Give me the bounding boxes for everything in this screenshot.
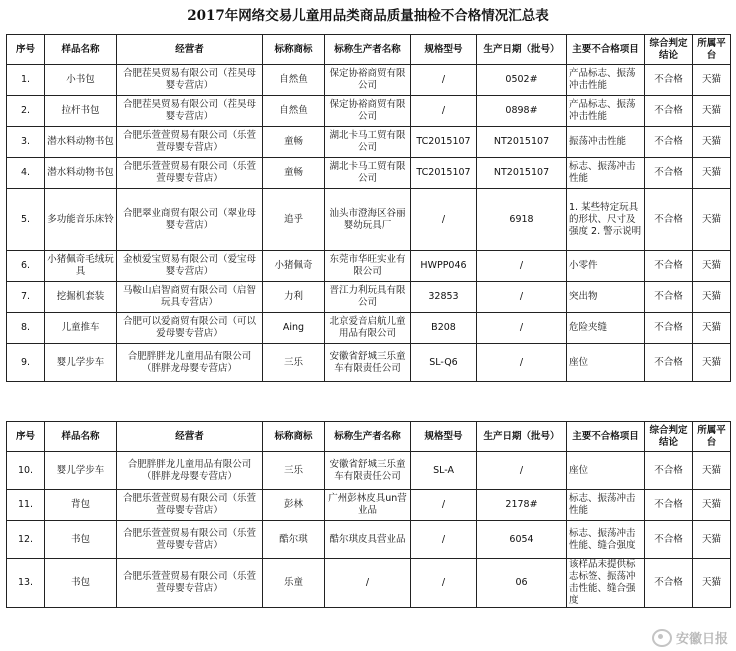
cell-date: 0898# — [477, 96, 567, 127]
table-header-row — [7, 35, 731, 65]
cell-defect: 座位 — [567, 452, 645, 490]
cell-no: 11. — [7, 490, 45, 521]
cell-date: 0502# — [477, 65, 567, 96]
cell-date: 06 — [477, 559, 567, 608]
cell-no: 3. — [7, 127, 45, 158]
cell-date: / — [477, 452, 567, 490]
cell-maker: 保定协裕商贸有限公司 — [325, 96, 411, 127]
cell-defect: 标志、振荡冲击性能 — [567, 158, 645, 189]
watermark — [652, 628, 728, 647]
cell-platform: 天猫 — [693, 189, 731, 251]
cell-defect: 座位 — [567, 344, 645, 382]
cell-date: NT2015107 — [477, 158, 567, 189]
cell-defect: 突出物 — [567, 282, 645, 313]
cell-seller: 合肥胖胖龙儿童用品有限公司（胖胖龙母婴专营店） — [117, 344, 263, 382]
cell-date: 2178# — [477, 490, 567, 521]
cell-seller: 合肥乐萱萱贸易有限公司（乐萱萱母婴专营店） — [117, 158, 263, 189]
cell-date: 6054 — [477, 521, 567, 559]
cell-seller: 金桢爱宝贸易有限公司（爱宝母婴专营店） — [117, 251, 263, 282]
cell-brand: 三乐 — [263, 344, 325, 382]
header-cell: 综合判定结论 — [645, 422, 693, 452]
header-cell: 主要不合格项目 — [567, 422, 645, 452]
cell-defect: 小零件 — [567, 251, 645, 282]
header-cell: 标称商标 — [263, 422, 325, 452]
cell-maker: 汕头市澄海区谷丽婴幼玩具厂 — [325, 189, 411, 251]
header-cell: 生产日期（批号） — [477, 422, 567, 452]
table-row — [7, 452, 731, 490]
cell-brand: 力利 — [263, 282, 325, 313]
cell-verdict: 不合格 — [645, 158, 693, 189]
table-row — [7, 189, 731, 251]
cell-verdict: 不合格 — [645, 96, 693, 127]
cell-maker: / — [325, 559, 411, 608]
cell-no: 1. — [7, 65, 45, 96]
cell-verdict: 不合格 — [645, 344, 693, 382]
cell-name: 潜水料动物书包 — [45, 158, 117, 189]
cell-defect: 危险夹缝 — [567, 313, 645, 344]
cell-name: 多功能音乐床铃 — [45, 189, 117, 251]
watermark-text: 安徽日报 — [675, 632, 728, 647]
table-row — [7, 65, 731, 96]
page-title: 2017年网络交易儿童用品类商品质量抽检不合格情况汇总表 — [187, 8, 549, 24]
cell-brand: 酷尔琪 — [263, 521, 325, 559]
cell-defect: 产品标志、振荡冲击性能 — [567, 65, 645, 96]
cell-name: 小书包 — [45, 65, 117, 96]
table-row — [7, 127, 731, 158]
header-cell: 经营者 — [117, 35, 263, 65]
header-cell: 规格型号 — [411, 35, 477, 65]
header-cell: 序号 — [7, 35, 45, 65]
table-row — [7, 559, 731, 608]
cell-no: 5. — [7, 189, 45, 251]
cell-platform: 天猫 — [693, 251, 731, 282]
cell-verdict: 不合格 — [645, 521, 693, 559]
cell-verdict: 不合格 — [645, 490, 693, 521]
cell-verdict: 不合格 — [645, 127, 693, 158]
cell-spec: / — [411, 490, 477, 521]
cell-platform: 天猫 — [693, 559, 731, 608]
cell-spec: B208 — [411, 313, 477, 344]
cell-seller: 合肥茬昊贸易有限公司（茬昊母婴专营店） — [117, 96, 263, 127]
cell-maker: 酷尔琪皮具营业品 — [325, 521, 411, 559]
cell-verdict: 不合格 — [645, 189, 693, 251]
weibo-icon — [652, 629, 672, 647]
header-cell: 标称生产者名称 — [325, 422, 411, 452]
cell-no: 10. — [7, 452, 45, 490]
cell-defect: 标志、振荡冲击性能、缝合强度 — [567, 521, 645, 559]
cell-seller: 合肥乐萱萱贸易有限公司（乐萱萱母婴专营店） — [117, 490, 263, 521]
table-part-1 — [6, 34, 731, 382]
cell-seller: 合肥乐萱萱贸易有限公司（乐萱萱母婴专营店） — [117, 127, 263, 158]
header-cell: 序号 — [7, 422, 45, 452]
table-row — [7, 313, 731, 344]
table-row — [7, 158, 731, 189]
cell-seller: 合肥可以爱商贸有限公司（可以爱母婴专营店） — [117, 313, 263, 344]
cell-platform: 天猫 — [693, 521, 731, 559]
cell-spec: SL-A — [411, 452, 477, 490]
cell-seller: 合肥胖胖龙儿童用品有限公司（胖胖龙母婴专营店） — [117, 452, 263, 490]
header-cell: 所属平台 — [693, 35, 731, 65]
cell-name: 书包 — [45, 559, 117, 608]
cell-brand: 三乐 — [263, 452, 325, 490]
cell-brand: 童畅 — [263, 127, 325, 158]
cell-spec: / — [411, 559, 477, 608]
header-cell: 综合判定结论 — [645, 35, 693, 65]
header-cell: 规格型号 — [411, 422, 477, 452]
cell-no: 8. — [7, 313, 45, 344]
cell-platform: 天猫 — [693, 452, 731, 490]
cell-spec: / — [411, 96, 477, 127]
cell-maker: 安徽省舒城三乐童车有限责任公司 — [325, 452, 411, 490]
cell-spec: / — [411, 189, 477, 251]
cell-no: 9. — [7, 344, 45, 382]
table-part-2 — [6, 421, 731, 608]
table-row — [7, 344, 731, 382]
cell-verdict: 不合格 — [645, 559, 693, 608]
cell-spec: / — [411, 65, 477, 96]
cell-platform: 天猫 — [693, 158, 731, 189]
header-cell: 标称生产者名称 — [325, 35, 411, 65]
cell-date: / — [477, 344, 567, 382]
cell-maker: 广州彭林皮具un营业品 — [325, 490, 411, 521]
cell-defect: 产品标志、振荡冲击性能 — [567, 96, 645, 127]
cell-platform: 天猫 — [693, 490, 731, 521]
cell-maker: 北京爱音启航儿童用品有限公司 — [325, 313, 411, 344]
cell-date: / — [477, 251, 567, 282]
cell-maker: 保定协裕商贸有限公司 — [325, 65, 411, 96]
cell-no: 6. — [7, 251, 45, 282]
cell-brand: 自然鱼 — [263, 96, 325, 127]
cell-date: NT2015107 — [477, 127, 567, 158]
cell-platform: 天猫 — [693, 127, 731, 158]
cell-name: 书包 — [45, 521, 117, 559]
cell-brand: 乐童 — [263, 559, 325, 608]
table-gap — [0, 410, 736, 420]
cell-name: 婴儿学步车 — [45, 344, 117, 382]
cell-maker: 湖北卡马工贸有限公司 — [325, 158, 411, 189]
cell-verdict: 不合格 — [645, 452, 693, 490]
cell-name: 小猪佩奇毛绒玩具 — [45, 251, 117, 282]
cell-spec: TC2015107 — [411, 127, 477, 158]
cell-verdict: 不合格 — [645, 313, 693, 344]
cell-maker: 晋江力利玩具有限公司 — [325, 282, 411, 313]
cell-platform: 天猫 — [693, 282, 731, 313]
cell-maker: 东莞市华旺实业有限公司 — [325, 251, 411, 282]
cell-name: 拉杆书包 — [45, 96, 117, 127]
cell-seller: 合肥翠业商贸有限公司（翠业母婴专营店） — [117, 189, 263, 251]
cell-verdict: 不合格 — [645, 282, 693, 313]
table-header-row — [7, 422, 731, 452]
cell-brand: 彭林 — [263, 490, 325, 521]
cell-spec: / — [411, 521, 477, 559]
cell-no: 13. — [7, 559, 45, 608]
header-cell: 生产日期（批号） — [477, 35, 567, 65]
table-row — [7, 282, 731, 313]
cell-name: 潜水料动物书包 — [45, 127, 117, 158]
cell-brand: Aing — [263, 313, 325, 344]
header-cell: 经营者 — [117, 422, 263, 452]
header-cell: 标称商标 — [263, 35, 325, 65]
cell-platform: 天猫 — [693, 65, 731, 96]
cell-spec: HWPP046 — [411, 251, 477, 282]
cell-platform: 天猫 — [693, 344, 731, 382]
cell-defect: 标志、振荡冲击性能 — [567, 490, 645, 521]
header-cell: 主要不合格项目 — [567, 35, 645, 65]
cell-spec: TC2015107 — [411, 158, 477, 189]
cell-seller: 合肥茬昊贸易有限公司（茬昊母婴专营店） — [117, 65, 263, 96]
table-row — [7, 490, 731, 521]
cell-name: 背包 — [45, 490, 117, 521]
cell-seller: 合肥乐萱萱贸易有限公司（乐萱萱母婴专营店） — [117, 559, 263, 608]
cell-brand: 童畅 — [263, 158, 325, 189]
cell-spec: 32853 — [411, 282, 477, 313]
header-cell: 样品名称 — [45, 35, 117, 65]
cell-date: 6918 — [477, 189, 567, 251]
cell-platform: 天猫 — [693, 313, 731, 344]
cell-verdict: 不合格 — [645, 65, 693, 96]
cell-date: / — [477, 313, 567, 344]
cell-defect: 振荡冲击性能 — [567, 127, 645, 158]
cell-brand: 自然鱼 — [263, 65, 325, 96]
cell-no: 4. — [7, 158, 45, 189]
cell-date: / — [477, 282, 567, 313]
cell-maker: 安徽省舒城三乐童车有限责任公司 — [325, 344, 411, 382]
cell-verdict: 不合格 — [645, 251, 693, 282]
cell-platform: 天猫 — [693, 96, 731, 127]
cell-no: 7. — [7, 282, 45, 313]
cell-maker: 湖北卡马工贸有限公司 — [325, 127, 411, 158]
cell-no: 12. — [7, 521, 45, 559]
cell-defect: 该样品未提供标志标签、振荡冲击性能、缝合强度 — [567, 559, 645, 608]
cell-brand: 追乎 — [263, 189, 325, 251]
cell-seller: 马鞍山启智商贸有限公司（启智玩具专营店） — [117, 282, 263, 313]
cell-no: 2. — [7, 96, 45, 127]
cell-name: 儿童推车 — [45, 313, 117, 344]
table-row — [7, 96, 731, 127]
cell-spec: SL-Q6 — [411, 344, 477, 382]
cell-name: 婴儿学步车 — [45, 452, 117, 490]
table-row — [7, 251, 731, 282]
table-row — [7, 521, 731, 559]
header-cell: 所属平台 — [693, 422, 731, 452]
cell-name: 挖掘机套装 — [45, 282, 117, 313]
cell-seller: 合肥乐萱萱贸易有限公司（乐萱萱母婴专营店） — [117, 521, 263, 559]
header-cell: 样品名称 — [45, 422, 117, 452]
cell-brand: 小猪佩奇 — [263, 251, 325, 282]
cell-defect: 1. 某些特定玩具的形状、尺寸及强度 2. 警示说明 — [567, 189, 645, 251]
